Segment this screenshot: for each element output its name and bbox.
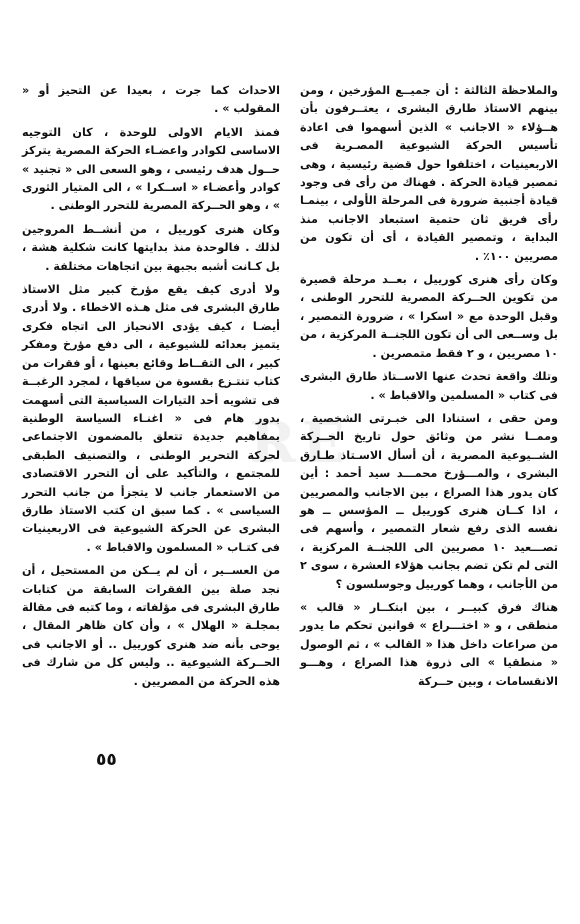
watermark: RE [249, 410, 351, 476]
paragraph: والملاحظة الثالثة : أن جميــع المؤرخين ، ومن بينهم الاستاذ طارق البشرى ، يعتــرفون بأن هــؤلاء « الاجانب » الذين أسهموا فى اعادة تأسيس الحركة الشيوعية المصـرية فى الاربعينيات ، اختلفوا حول قضية رئيسية ، وهى تمصير قيادة الحركة . فهناك من رأى فى وجود قيادة أجنبية ضرورة فى المرحلة الأولى ، بينمـا رأى فريق ثان حتمية استبعاد الاجانب منذ البداية ، وتمصير القيادة ، أى أن تكون من مصريين ١٠٠٪ . [300, 84, 558, 263]
paragraph: ولا أدرى كيف يقع مؤرخ كبير مثل الاستاذ طارق البشرى فى مثل هـذه الاخطاء . ولا أدرى أيضـا ، كيف يؤدى الانحياز الى اتجاه فكرى يتميز بعدائه للشيوعية ، الى دفع مؤرخ ومفكر كبير ، الى التقــاط وقائع بعينها ، أو فقرات من كتاب تنتـزع بقسوة من سياقها ، لمجرد الرغبــة فى تشويه أحد التيارات السياسية التى أسهمت بدور هام فى « اغنـاء السياسة الوطنية بمفاهيم جديدة تتعلق بالمضمون الاجتماعى لحركة التحرير الوطنى ، والتصنيف الطبقى للمجتمع ، والتأكيد على أن التحرر الاقتصادى من الاستعمار جانب لا يتجزأ من جانب التحرر السياسى » . كما سبق ان كتب الاستاذ طارق البشرى عن الحركة الشيوعية فى الاربعينيات فى كتـاب « المسلمون والاقباط » . [22, 283, 280, 554]
paragraph: الاحداث كما جرت ، بعيدا عن التحيز أو « المقولب » . [22, 84, 280, 116]
paragraph: ومن حقى ، استنادا الى خبـرتى الشخصية ، وممــا نشر من وثائق حول تاريخ الحــركة الشــيوعية المصرية ، أن أسأل الاسـتاذ طـارق البشرى ، والمـــؤرخ محمـــد سيد أحمد : أين كان يدور هذا الصراع ، بين الاجانب والمصريين ، اذا كــان هنرى كورييل ــ المؤسس ــ هو نفسه الذى رفع شعار التمصير ، وأسهم فى تصـــعيد ١٠ مصريين الى اللجنــة المركزية ، التى لم تكن تضم بجانب هؤلاء العشرة ، سوى ٢ من الأجانب ، وهما كورييل وجوسلسون ؟ [300, 411, 558, 591]
paragraph: من العســير ، أن لم يــكن من المستحيل ، أن نجد صلة بين الفقرات السابقة من كتابات طارق البشرى فى مؤلفاته ، وما كتبه فى مقالة بمجلـة « الهلال » ، وأن كان ظاهر المقال ، يوحى بأنه ضد هنرى كورييل .. أو الاجانب فى الحــركة الشيوعية .. وليس كل من شارك فى هذه الحركة من المصريين . [22, 564, 280, 688]
paragraph: وكان رأى هنرى كورييل ، بعــد مرحلة قصيرة من تكوين الحــركة المصرية للتحرر الوطنى ، وقبل الوحدة مع « اسكرا » ، ضرورة التمصير ، بل وســعى الى أن تكون اللجنــة المركزية ، من ١٠ مصريين ، و ٢ فقط متمصرين . [300, 273, 558, 360]
left-column [22, 82, 280, 691]
right-column [300, 82, 558, 691]
paragraph: وتلك واقعة تحدث عنها الاســتاذ طارق البشرى فى كتاب « المسلمين والاقباط » . [300, 370, 558, 402]
paragraph: فمنذ الايام الاولى للوحدة ، كان التوجيه الاساسى لكوادر واعضـاء الحركة المصرية يتركز حــول هدف رئيسى ، وهو السعى الى « تجنيد » كوادر وأعضـاء « اســكرا » ، الى المتيار الثورى » ، وهو الحــركة المصرية للتحرر الوطنى . [22, 125, 280, 213]
page-number: ٥٥ [96, 750, 117, 770]
paragraph: هناك فرق كبيــر ، بين ابتكــار « قالب » منطقى ، و « اختـــراع » قوانين تحكم ما يدور من صراعات داخل هذا « القالب » ، ثم الوصول « منطقيا » الى ذروة هذا الصراع ، وهـــو الانقسامات ، وبين حــركة [300, 600, 558, 688]
paragraph: وكان هنرى كورييل ، من أنشــط المروجين لذلك . فالوحدة منذ بدايتها كانت شكلية هشة ، بل كـانت أشبه بجبهة بين اتجاهات مختلفة . [22, 222, 280, 273]
